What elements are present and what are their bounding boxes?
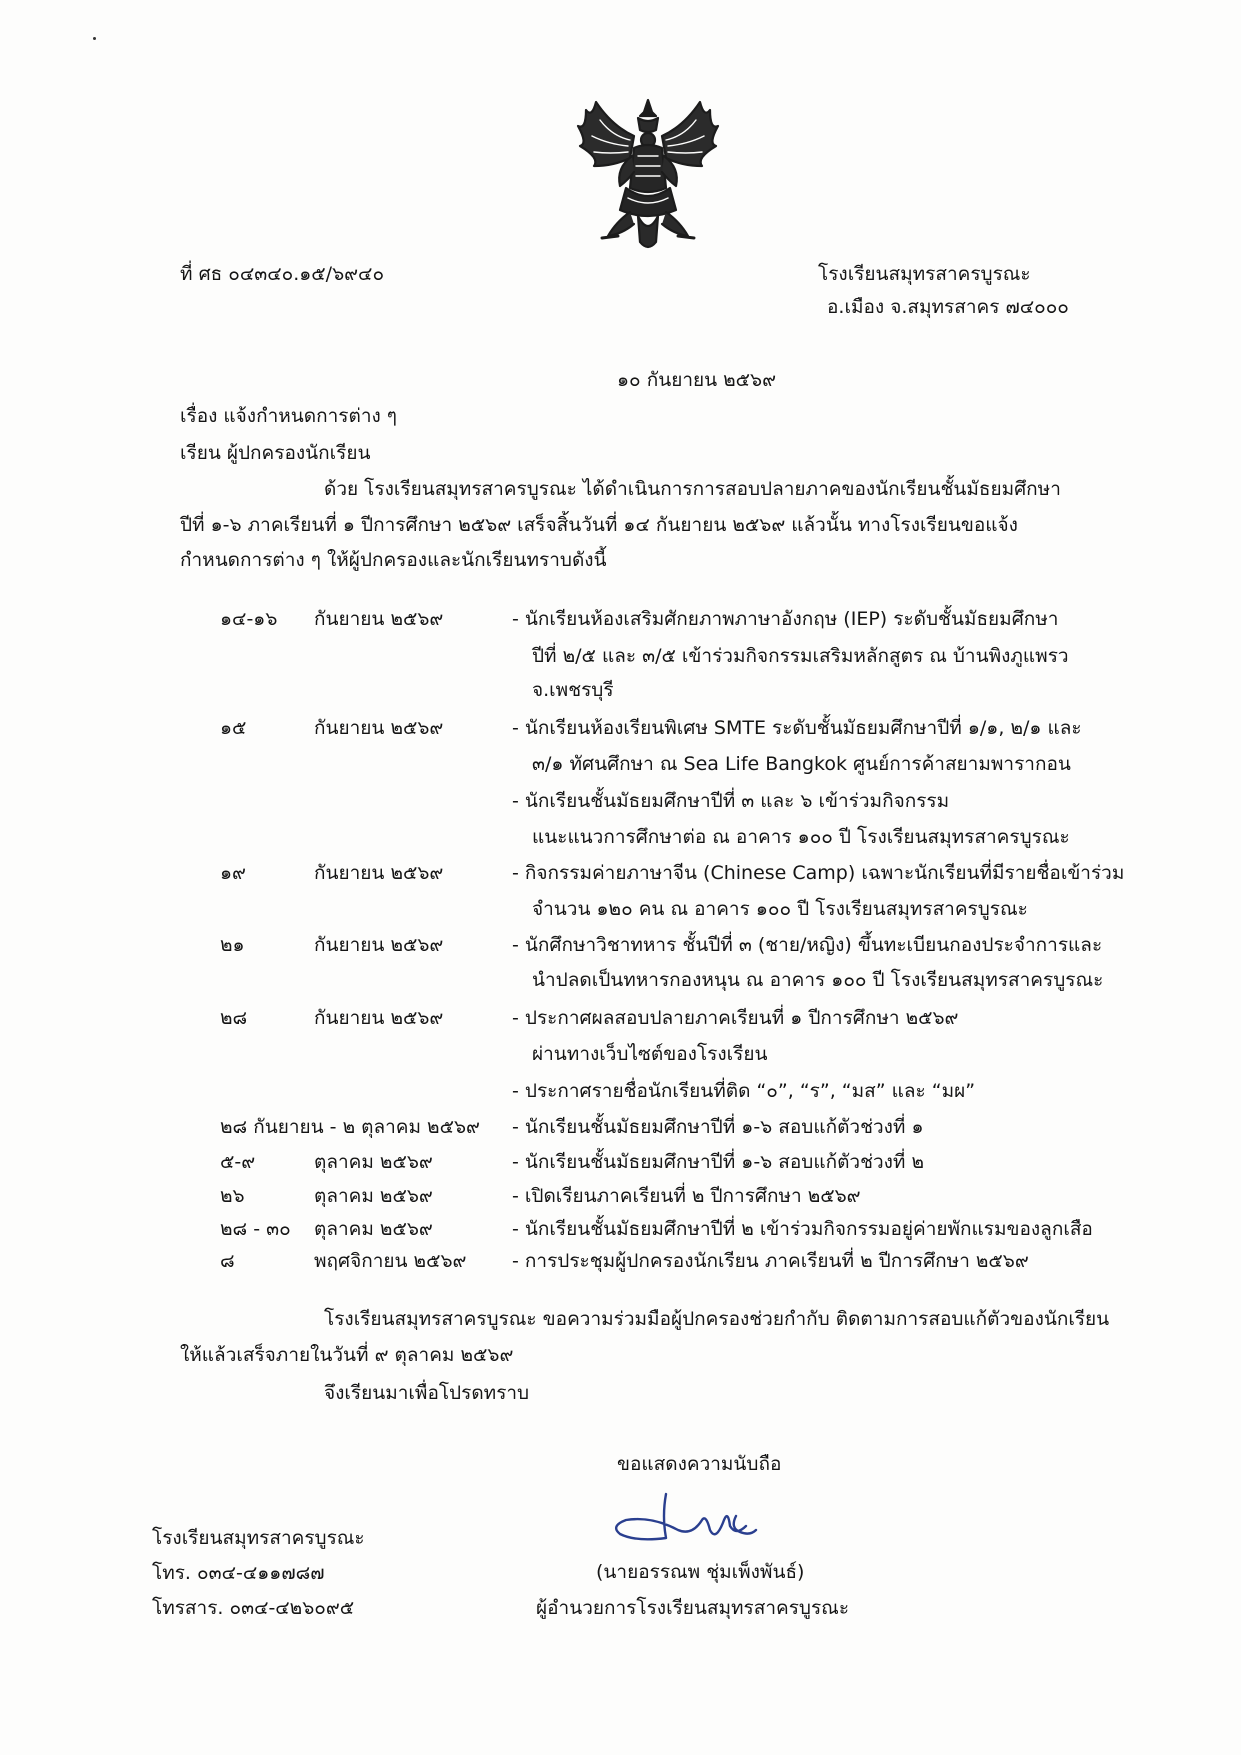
schedule-month: กันยายน ๒๕๖๙ [314,608,444,630]
schedule-description: - ประกาศรายชื่อนักเรียนที่ติด “๐”, “ร”, “มส” และ “มผ” [512,1080,976,1102]
schedule-description: - นักเรียนชั้นมัธยมศึกษาปีที่ ๓ และ ๖ เข้าร่วมกิจกรรม [512,790,950,812]
schedule-day: ๒๑ [220,934,245,956]
schedule-row [220,1038,1160,1070]
garuda-emblem-icon [572,96,724,256]
schedule-description: ๓/๑ ทัศนศึกษา ณ Sea Life Bangkok ศูนย์การค้าสยามพารากอน [532,753,1071,775]
schedule-description: - การประชุมผู้ปกครองนักเรียน ภาคเรียนที่ ๒ ปีการศึกษา ๒๕๖๙ [512,1250,1029,1272]
schedule-description: - เปิดเรียนภาคเรียนที่ ๒ ปีการศึกษา ๒๕๖๙ [512,1185,861,1207]
signature-mark-icon [606,1486,782,1556]
schedule-month: ตุลาคม ๒๕๖๙ [314,1218,433,1240]
schedule-description: - นักเรียนชั้นมัธยมศึกษาปีที่ ๑-๖ สอบแก้ตัวช่วงที่ ๒ [512,1151,925,1173]
schedule-row [220,748,1160,780]
schedule-day: ๑๕ [220,717,247,739]
schedule-description: จำนวน ๑๒๐ คน ณ อาคาร ๑๐๐ ปี โรงเรียนสมุทรสาครบูรณะ [532,898,1028,920]
school-address: อ.เมือง จ.สมุทรสาคร ๗๔๐๐๐ [827,296,1069,318]
schedule-description: - นักเรียนชั้นมัธยมศึกษาปีที่ ๑-๖ สอบแก้ตัวช่วงที่ ๑ [512,1116,924,1138]
schedule-row [220,1180,1160,1212]
schedule-row [220,674,1160,706]
schedule-row [220,785,1160,817]
schedule-day: ๑๔-๑๖ [220,608,278,630]
schedule-day: ๒๘ - ๓๐ [220,1218,291,1240]
schedule-description: - นักเรียนห้องเสริมศักยภาพภาษาอังกฤษ (IEP) ระดับชั้นมัธยมศึกษา [512,608,1059,630]
schedule-month: กันยายน ๒๕๖๙ [314,717,444,739]
closing-line: โรงเรียนสมุทรสาครบูรณะ ขอความร่วมมือผู้ปกครองช่วยกำกับ ติดตามการสอบแก้ตัวของนักเรียน [324,1308,1110,1330]
document-date: ๑๐ กันยายน ๒๕๖๙ [617,369,777,391]
schedule-month: กันยายน ๒๕๖๙ [314,934,444,956]
signatory-name: (นายอรรณพ ชุ่มเพ็งพันธ์) [596,1561,805,1583]
document-number: ที่ ศธ ๐๔๓๔๐.๑๕/๖๙๔๐ [180,263,385,285]
schedule-month: ตุลาคม ๒๕๖๙ [314,1151,433,1173]
schedule-description: - ประกาศผลสอบปลายภาคเรียนที่ ๑ ปีการศึกษา ๒๕๖๙ [512,1007,959,1029]
schedule-day: ๒๘ กันยายน - ๒ ตุลาคม ๒๕๖๙ [220,1116,480,1138]
schedule-row [220,1213,1160,1245]
schedule-description: ปีที่ ๒/๕ และ ๓/๕ เข้าร่วมกิจกรรมเสริมหลักสูตร ณ บ้านพิงภูแพรว [532,645,1069,667]
school-name: โรงเรียนสมุทรสาครบูรณะ [818,263,1031,285]
schedule-day: ๒๘ [220,1007,248,1029]
schedule-description: นำปลดเป็นทหารกองหนุน ณ อาคาร ๑๐๐ ปี โรงเรียนสมุทรสาครบูรณะ [532,969,1104,991]
schedule-day: ๘ [220,1250,235,1272]
schedule-row [220,893,1160,925]
scan-speck [93,37,96,40]
schedule-day: ๑๙ [220,862,246,884]
schedule-description: จ.เพชรบุรี [532,679,614,701]
schedule-row [220,821,1160,853]
schedule-row [220,640,1160,672]
footer-phone: โทร. ๐๓๔-๔๑๑๗๘๗ [152,1562,325,1584]
intro-line: ปีที่ ๑-๖ ภาคเรียนที่ ๑ ปีการศึกษา ๒๕๖๙ เสร็จสิ้นวันที่ ๑๔ กันยายน ๒๕๖๙ แล้วนั้น ทางโรงเรียนขอแจ้ง [180,514,1018,536]
schedule-row [220,1245,1160,1277]
schedule-month: กันยายน ๒๕๖๙ [314,862,444,884]
schedule-row [220,1002,1160,1034]
schedule-row [220,1111,1160,1143]
schedule-row [220,603,1160,635]
footer-fax: โทรสาร. ๐๓๔-๔๒๖๐๙๕ [152,1597,355,1619]
footer-school: โรงเรียนสมุทรสาครบูรณะ [152,1527,365,1549]
schedule-row [220,929,1160,961]
signatory-position: ผู้อำนวยการโรงเรียนสมุทรสาครบูรณะ [536,1597,850,1619]
schedule-month: กันยายน ๒๕๖๙ [314,1007,444,1029]
schedule-row [220,1146,1160,1178]
schedule-day: ๒๖ [220,1185,245,1207]
schedule-day: ๕-๙ [220,1151,256,1173]
schedule-description: แนะแนวการศึกษาต่อ ณ อาคาร ๑๐๐ ปี โรงเรียนสมุทรสาครบูรณะ [532,826,1070,848]
schedule-description: - นักศึกษาวิชาทหาร ชั้นปีที่ ๓ (ชาย/หญิง) ขึ้นทะเบียนกองประจำการและ [512,934,1103,956]
closing-line: ให้แล้วเสร็จภายในวันที่ ๙ ตุลาคม ๒๕๖๙ [180,1344,514,1366]
subject-line: เรื่อง แจ้งกำหนดการต่าง ๆ [180,405,398,427]
schedule-description: ผ่านทางเว็บไซต์ของโรงเรียน [532,1043,768,1065]
schedule-description: - นักเรียนห้องเรียนพิเศษ SMTE ระดับชั้นมัธยมศึกษาปีที่ ๑/๑, ๒/๑ และ [512,717,1082,739]
schedule-month: ตุลาคม ๒๕๖๙ [314,1185,433,1207]
regards-text: ขอแสดงความนับถือ [617,1453,782,1475]
schedule-description: - กิจกรรมค่ายภาษาจีน (Chinese Camp) เฉพาะนักเรียนที่มีรายชื่อเข้าร่วม [512,862,1125,884]
intro-line: กำหนดการต่าง ๆ ให้ผู้ปกครองและนักเรียนทราบดังนี้ [180,549,607,571]
recipient-line: เรียน ผู้ปกครองนักเรียน [180,442,371,464]
schedule-row [220,1075,1160,1107]
schedule-month: พฤศจิกายน ๒๕๖๙ [314,1250,467,1272]
schedule-row [220,857,1160,889]
schedule-description: - นักเรียนชั้นมัธยมศึกษาปีที่ ๒ เข้าร่วมกิจกรรมอยู่ค่ายพักแรมของลูกเสือ [512,1218,1093,1240]
schedule-row [220,712,1160,744]
intro-line: ด้วย โรงเรียนสมุทรสาครบูรณะ ได้ดำเนินการการสอบปลายภาคของนักเรียนชั้นมัธยมศึกษา [324,478,1061,500]
schedule-row [220,964,1160,996]
closing-line: จึงเรียนมาเพื่อโปรดทราบ [324,1382,530,1404]
